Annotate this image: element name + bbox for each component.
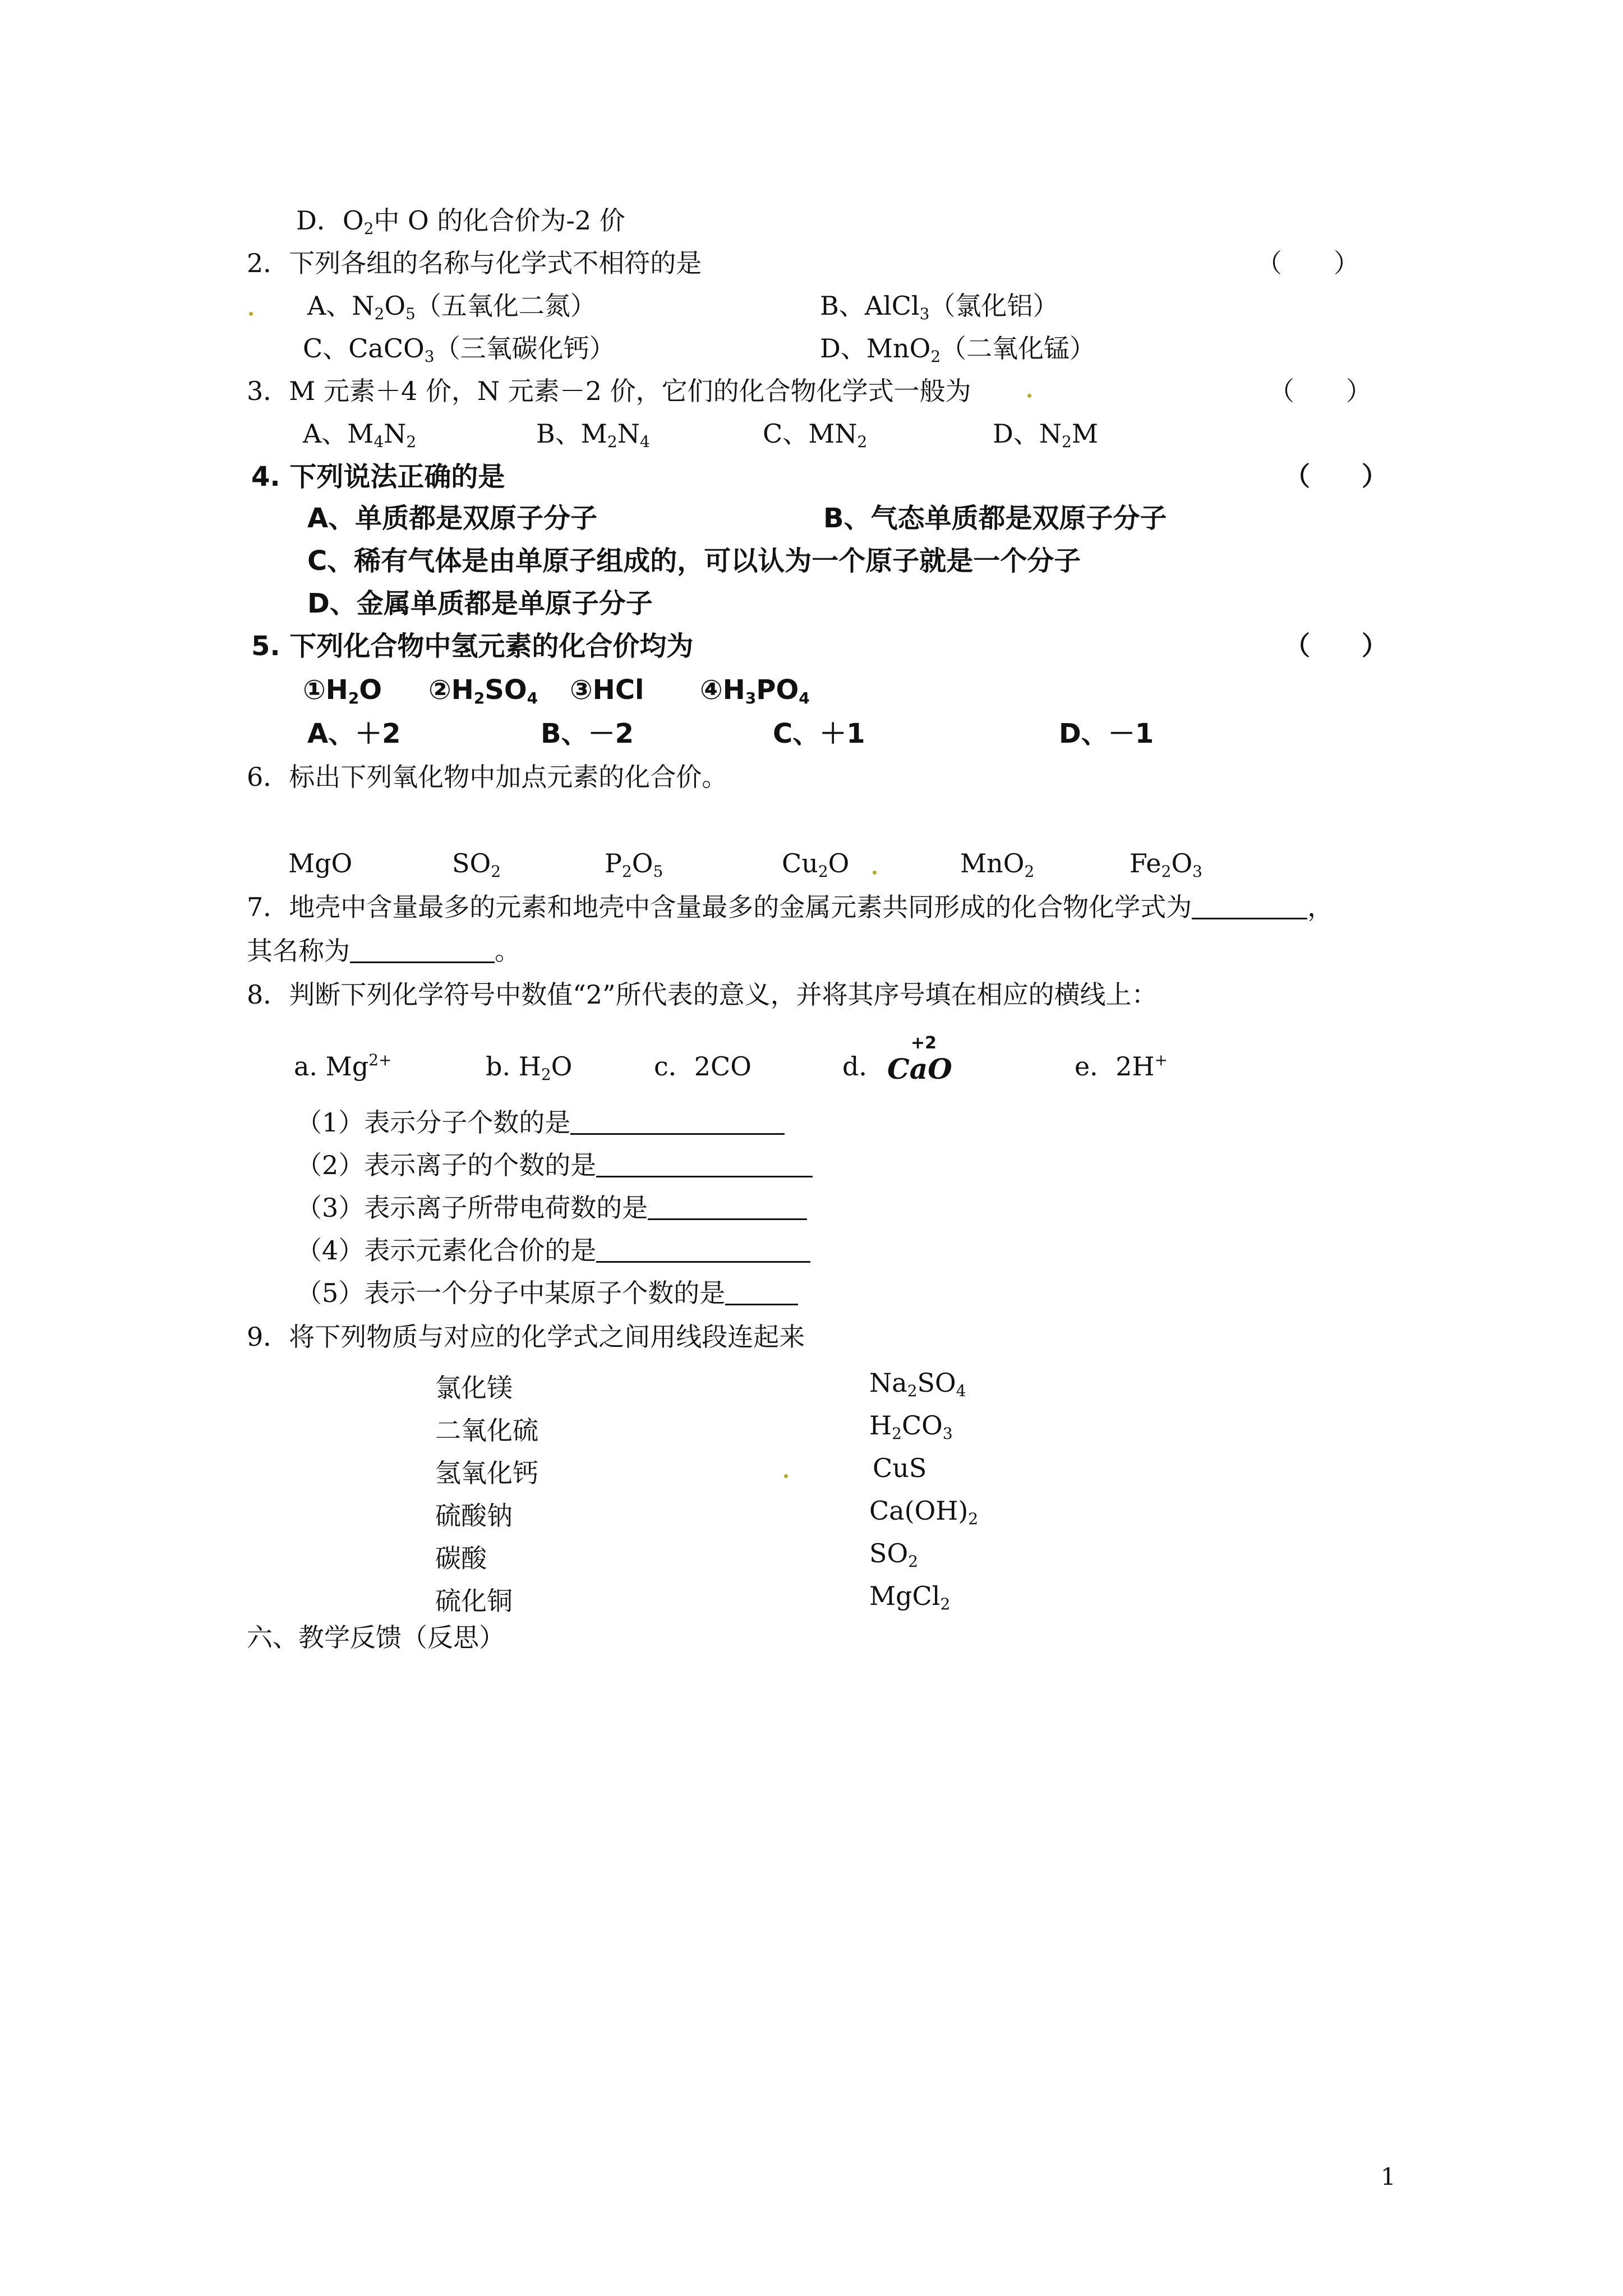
q8-sub-4: （4）表示元素化合价的是 [296, 1237, 810, 1263]
q9-formula-6[interactable]: MgCl$_2$ [869, 1581, 951, 1613]
q8-sub-3: （3）表示离子所带电荷数的是 [296, 1195, 807, 1221]
q6-formula-6: $Fe_2O_3$ [1129, 848, 1202, 881]
q9-stem: 9．将下列物质与对应的化学式之间用线段连起来 [247, 1322, 805, 1352]
q3-option-d: D、$N_2M$ [993, 418, 1099, 451]
q8-blank-1[interactable] [570, 1111, 785, 1135]
cao-charge: +2 [911, 1033, 937, 1053]
q8-blank-5[interactable] [725, 1281, 798, 1305]
q9-formula-1[interactable]: $Na_2SO_4$ [869, 1368, 966, 1400]
q4-option-b: B、气态单质都是双原子分子 [823, 503, 1167, 534]
q9-name-6[interactable]: 硫化铜 [435, 1586, 513, 1616]
q9-formula-3[interactable]: CuS [873, 1453, 927, 1483]
q5-compound-2: $②H_2SO_4$ [428, 674, 538, 707]
q6-formula-1: MgO [288, 848, 353, 878]
q5-answer-paren: （ ） [1284, 631, 1387, 661]
q9-name-5[interactable]: 碳酸 [435, 1543, 487, 1573]
q3-answer-paren: （ ） [1269, 376, 1372, 406]
q2-option-a: A、$N_2O_5$（五氧化二氮） [307, 291, 596, 323]
q5-compound-4: $④H_3PO_4$ [700, 674, 810, 707]
q5-option-c: C、＋1 [773, 718, 865, 749]
q5-option-d: D、－1 [1059, 718, 1154, 749]
q6-stem: 6．标出下列氧化物中加点元素的化合价。 [247, 762, 728, 792]
q4-option-a: A、单质都是双原子分子 [307, 503, 598, 534]
q8-symbol-c: c．2CO [654, 1051, 751, 1082]
q8-sub-2: （2）表示离子的个数的是 [296, 1152, 813, 1178]
q9-name-4[interactable]: 硫酸钠 [435, 1501, 513, 1531]
q4-option-c: C、稀有气体是由单原子组成的，可以认为一个原子就是一个分子 [307, 545, 1081, 577]
q5-option-a: A、＋2 [307, 718, 401, 749]
q6-formula-5: MnO$_2$ [960, 848, 1035, 881]
q3-stem: 3．M 元素＋4 价，N 元素－2 价，它们的化合物化学式一般为 [247, 376, 971, 406]
q9-name-2[interactable]: 二氧化硫 [435, 1415, 538, 1446]
page-number: 1 [1381, 2163, 1396, 2191]
q8-sub-1: （1）表示分子个数的是 [296, 1110, 785, 1135]
q7-line-2: 其名称为 。 [247, 936, 520, 966]
cao-formula: CaO [887, 1052, 952, 1085]
q6-formula-3: $P_2O_5$ [605, 848, 663, 881]
scan-speck [873, 871, 877, 875]
q6-formula-2: $SO_2$ [452, 848, 501, 881]
q8-blank-2[interactable] [596, 1153, 813, 1177]
q5-stem: 5. 下列化合物中氢元素的化合价均为 [251, 631, 694, 662]
scan-speck [1027, 394, 1031, 398]
q9-formula-5[interactable]: $SO_2$ [869, 1538, 919, 1571]
q7-name-blank[interactable] [350, 939, 495, 963]
q8-symbol-b: b. $H_2O$ [486, 1051, 573, 1084]
q8-blank-4[interactable] [596, 1239, 810, 1263]
q2-stem: 2．下列各组的名称与化学式不相符的是 [247, 248, 702, 278]
q2-option-c: C、CaCO$_3$（三氧碳化钙） [303, 333, 615, 366]
q2-option-b: B、AlCl$_3$（氯化铝） [820, 291, 1059, 323]
q7-line-1: 7．地壳中含量最多的元素和地壳中含量最多的金属元素共同形成的化合物化学式为 ， [247, 892, 1334, 922]
q3-option-b: B、$M_2N_4$ [536, 418, 650, 451]
q9-formula-4[interactable]: $Ca(OH)_2$ [869, 1496, 979, 1528]
q4-stem: 4. 下列说法正确的是 [251, 461, 505, 493]
q6-formula-4: $Cu_2O$ [782, 848, 850, 881]
q9-name-3[interactable]: 氢氧化钙 [435, 1458, 538, 1488]
q9-name-1[interactable]: 氯化镁 [435, 1373, 513, 1403]
q3-option-c: C、$MN_2$ [763, 418, 868, 451]
q4-answer-paren: （ ） [1284, 461, 1387, 491]
section-6-heading: 六、教学反馈（反思） [247, 1622, 505, 1653]
q8-symbol-a: a. $Mg^{2+}$ [294, 1051, 392, 1082]
q9-formula-2[interactable]: $H_2CO_3$ [869, 1410, 953, 1443]
q1-option-d: D．$O_2$中 O 的化合价为-2 价 [296, 205, 625, 238]
q8-sub-5: （5）表示一个分子中某原子个数的是 [296, 1280, 798, 1306]
q8-stem: 8．判断下列化学符号中数值“2”所代表的意义，并将其序号填在相应的横线上： [247, 979, 1158, 1010]
q2-option-d: D、MnO$_2$（二氧化锰） [820, 333, 1096, 366]
q2-answer-paren: （ ） [1256, 248, 1359, 278]
scan-speck [249, 312, 253, 316]
q8-symbol-e: e．2H+ [1075, 1051, 1168, 1082]
q3-option-a: A、$M_4N_2$ [303, 418, 417, 451]
q7-formula-blank[interactable] [1192, 895, 1307, 919]
q4-option-d: D、金属单质都是单原子分子 [307, 588, 653, 619]
q5-option-b: B、－2 [541, 718, 634, 749]
q8-symbol-d-label: d． [842, 1051, 885, 1082]
q5-compound-1: $①H_2O$ [303, 674, 382, 707]
scan-speck [784, 1474, 788, 1478]
q5-compound-3: ③HCl [570, 674, 644, 706]
q8-blank-3[interactable] [648, 1196, 807, 1220]
